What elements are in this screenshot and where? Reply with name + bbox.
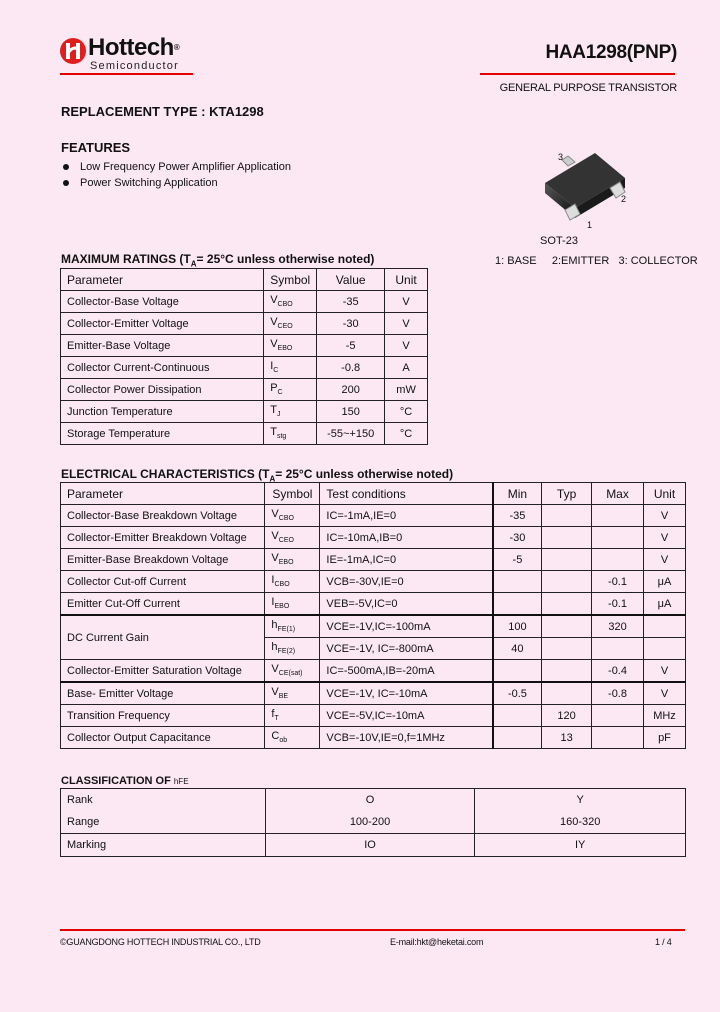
unit-cell: °C — [385, 423, 428, 445]
header-cell: Symbol — [264, 269, 317, 291]
value-cell: -30 — [317, 313, 385, 335]
table-row — [61, 357, 428, 379]
header-cell: Unit — [385, 269, 428, 291]
max-cell: -0.4 — [592, 660, 644, 683]
svg-text:3: 3 — [558, 152, 564, 162]
features-list — [61, 159, 291, 191]
table-header-row — [61, 269, 428, 291]
table-row — [61, 789, 686, 812]
typ-cell: 13 — [542, 727, 592, 749]
value-cell: -55~+150 — [317, 423, 385, 445]
parameter-cell: Collector-Base Voltage — [61, 291, 264, 313]
parameter-cell: Collector-Base Breakdown Voltage — [61, 505, 265, 527]
typ-cell — [542, 638, 592, 660]
logo-subtitle: Semiconductor — [90, 60, 179, 72]
symbol-cell: $f_T$ — [265, 705, 320, 727]
symbol-cell: $V_{CBO}$ — [265, 505, 320, 527]
min-cell: -30 — [493, 527, 542, 549]
table-row — [61, 527, 686, 549]
min-cell — [493, 727, 542, 749]
typ-cell — [542, 549, 592, 571]
rank-value-cell: IO — [265, 834, 475, 857]
max-cell — [592, 705, 644, 727]
table-row — [61, 313, 428, 335]
logo-name: Hottech — [88, 34, 174, 61]
table-row — [61, 615, 686, 638]
rank-value-cell: 100-200 — [265, 811, 475, 834]
min-cell: -35 — [493, 505, 542, 527]
bullet-icon — [63, 164, 69, 170]
parameter-cell: Transition Frequency — [61, 705, 265, 727]
unit-cell: V — [643, 505, 685, 527]
max-ratings-heading: MAXIMUM RATINGS ($T_A= 25^\circ C$ unless otherwise noted) — [61, 252, 375, 269]
replacement-type: REPLACEMENT TYPE : KTA1298 — [61, 104, 264, 119]
typ-cell — [542, 593, 592, 616]
symbol-cell: $V_{CBO}$ — [264, 291, 317, 313]
unit-cell: V — [643, 527, 685, 549]
table-row — [61, 379, 428, 401]
feature-text: Power Switching Application — [80, 177, 218, 189]
header-cell: Test conditions — [320, 483, 493, 505]
typ-cell — [542, 660, 592, 683]
parameter-cell: Collector Output Capacitance — [61, 727, 265, 749]
label-cell: Rank — [61, 789, 266, 812]
max-ratings-table — [60, 268, 428, 445]
condition-cell: IC=-500mA,IB=-20mA — [320, 660, 493, 683]
max-cell: -0.1 — [592, 571, 644, 593]
unit-cell: V — [385, 335, 428, 357]
value-cell: -5 — [317, 335, 385, 357]
sot23-package-image — [540, 148, 640, 238]
electrical-heading: ELECTRICAL CHARACTERISTICS ($T_A= 25^\circ C$ unless otherwise noted) — [61, 467, 454, 484]
feature-item — [61, 175, 291, 191]
unit-cell: V — [643, 682, 685, 705]
table-row — [61, 682, 686, 705]
value-cell: 200 — [317, 379, 385, 401]
table-row — [61, 423, 428, 445]
condition-cell: IC=-1mA,IE=0 — [320, 505, 493, 527]
header-cell: Value — [317, 269, 385, 291]
symbol-cell: $V_{BE}$ — [265, 682, 320, 705]
rank-value-cell: O — [265, 789, 475, 812]
electrical-table — [60, 482, 686, 749]
header-cell: Typ — [542, 483, 592, 505]
max-cell: -0.8 — [592, 682, 644, 705]
pin-legend: 1: BASE 2:EMITTER 3: COLLECTOR — [495, 255, 698, 267]
parameter-cell: Collector-Emitter Breakdown Voltage — [61, 527, 265, 549]
label-cell: Marking — [61, 834, 266, 857]
symbol-cell: $T_{stg}$ — [264, 423, 317, 445]
classification-table — [60, 788, 686, 857]
table-row — [61, 660, 686, 683]
condition-cell: VCE=-1V, IC=-800mA — [320, 638, 493, 660]
unit-cell: mW — [385, 379, 428, 401]
condition-cell: VCE=-1V, IC=-10mA — [320, 682, 493, 705]
header-cell: Symbol — [265, 483, 320, 505]
unit-cell: μA — [643, 571, 685, 593]
min-cell: 40 — [493, 638, 542, 660]
symbol-cell: $I_C$ — [264, 357, 317, 379]
max-cell — [592, 727, 644, 749]
value-cell: 150 — [317, 401, 385, 423]
symbol-cell: $P_C$ — [264, 379, 317, 401]
max-cell: -0.1 — [592, 593, 644, 616]
header-cell: Max — [592, 483, 644, 505]
condition-cell: VCE=-5V,IC=-10mA — [320, 705, 493, 727]
table-row — [61, 571, 686, 593]
min-cell — [493, 660, 542, 683]
parameter-cell: Collector-Emitter Voltage — [61, 313, 264, 335]
part-number-title: HAA1298(PNP) — [545, 42, 677, 63]
min-cell — [493, 571, 542, 593]
unit-cell — [643, 638, 685, 660]
table-row — [61, 727, 686, 749]
parameter-cell: DC Current Gain — [61, 615, 265, 660]
symbol-cell: $V_{CEO}$ — [265, 527, 320, 549]
min-cell: 100 — [493, 615, 542, 638]
symbol-cell: $I_{CBO}$ — [265, 571, 320, 593]
value-cell: -0.8 — [317, 357, 385, 379]
parameter-cell: Collector Cut-off Current — [61, 571, 265, 593]
min-cell: -0.5 — [493, 682, 542, 705]
company-logo — [60, 36, 179, 72]
max-cell — [592, 549, 644, 571]
symbol-cell: $h_{FE(1)}$ — [265, 615, 320, 638]
max-cell: 320 — [592, 615, 644, 638]
table-row — [61, 335, 428, 357]
label-cell: Range — [61, 811, 266, 834]
typ-cell — [542, 527, 592, 549]
rank-value-cell: 160-320 — [475, 811, 686, 834]
symbol-cell: $T_J$ — [264, 401, 317, 423]
condition-cell: VCB=-10V,IE=0,f=1MHz — [320, 727, 493, 749]
footer-rule — [60, 929, 685, 931]
condition-cell: IC=-10mA,IB=0 — [320, 527, 493, 549]
table-row — [61, 811, 686, 834]
header-cell: Parameter — [61, 483, 265, 505]
symbol-cell: $C_{ob}$ — [265, 727, 320, 749]
classification-heading: CLASSIFICATION OF hFE — [61, 775, 189, 787]
table-row — [61, 505, 686, 527]
max-cell — [592, 527, 644, 549]
typ-cell: 120 — [542, 705, 592, 727]
symbol-cell: $h_{FE(2)}$ — [265, 638, 320, 660]
value-cell: -35 — [317, 291, 385, 313]
typ-cell — [542, 571, 592, 593]
footer-email: E-mail:hkt@heketai.com — [390, 937, 484, 947]
parameter-cell: Collector Current-Continuous — [61, 357, 264, 379]
unit-cell: MHz — [643, 705, 685, 727]
symbol-cell: $I_{EBO}$ — [265, 593, 320, 616]
parameter-cell: Emitter-Base Breakdown Voltage — [61, 549, 265, 571]
header-cell: Min — [493, 483, 542, 505]
table-header-row — [61, 483, 686, 505]
typ-cell — [542, 615, 592, 638]
hottech-logo-icon — [60, 38, 86, 64]
svg-text:1: 1 — [587, 220, 593, 230]
symbol-cell: $V_{EBO}$ — [264, 335, 317, 357]
unit-cell: °C — [385, 401, 428, 423]
condition-cell: VCE=-1V,IC=-100mA — [320, 615, 493, 638]
typ-cell — [542, 682, 592, 705]
feature-item — [61, 159, 291, 175]
device-subtitle: GENERAL PURPOSE TRANSISTOR — [499, 82, 677, 94]
table-row — [61, 593, 686, 616]
table-row — [61, 401, 428, 423]
rank-value-cell: Y — [475, 789, 686, 812]
features-heading: FEATURES — [61, 140, 131, 155]
unit-cell — [643, 615, 685, 638]
parameter-cell: Collector Power Dissipation — [61, 379, 264, 401]
feature-text: Low Frequency Power Amplifier Application — [80, 161, 291, 173]
header-rule-left — [60, 73, 193, 75]
condition-cell: IE=-1mA,IC=0 — [320, 549, 493, 571]
table-row — [61, 291, 428, 313]
parameter-cell: Emitter Cut-Off Current — [61, 593, 265, 616]
symbol-cell: $V_{CE(sat)}$ — [265, 660, 320, 683]
parameter-cell: Emitter-Base Voltage — [61, 335, 264, 357]
rank-value-cell: IY — [475, 834, 686, 857]
bullet-icon — [63, 180, 69, 186]
header-cell: Unit — [643, 483, 685, 505]
footer-page: 1 / 4 — [655, 937, 672, 947]
registered-mark: ® — [173, 43, 180, 52]
table-row — [61, 834, 686, 857]
symbol-cell: $V_{EBO}$ — [265, 549, 320, 571]
header-rule-right — [480, 73, 675, 75]
package-label: SOT-23 — [540, 235, 578, 247]
unit-cell: μA — [643, 593, 685, 616]
condition-cell: VEB=-5V,IC=0 — [320, 593, 493, 616]
min-cell — [493, 705, 542, 727]
parameter-cell: Storage Temperature — [61, 423, 264, 445]
table-row — [61, 549, 686, 571]
symbol-cell: $V_{CEO}$ — [264, 313, 317, 335]
unit-cell: V — [385, 291, 428, 313]
max-cell — [592, 638, 644, 660]
unit-cell: A — [385, 357, 428, 379]
unit-cell: V — [643, 549, 685, 571]
parameter-cell: Junction Temperature — [61, 401, 264, 423]
min-cell — [493, 593, 542, 616]
max-cell — [592, 505, 644, 527]
footer-company: ©GUANGDONG HOTTECH INDUSTRIAL CO., LTD — [60, 937, 261, 947]
unit-cell: pF — [643, 727, 685, 749]
condition-cell: VCB=-30V,IE=0 — [320, 571, 493, 593]
min-cell: -5 — [493, 549, 542, 571]
unit-cell: V — [643, 660, 685, 683]
parameter-cell: Base- Emitter Voltage — [61, 682, 265, 705]
header-cell: Parameter — [61, 269, 264, 291]
table-row — [61, 705, 686, 727]
parameter-cell: Collector-Emitter Saturation Voltage — [61, 660, 265, 683]
unit-cell: V — [385, 313, 428, 335]
svg-text:2: 2 — [621, 194, 627, 204]
typ-cell — [542, 505, 592, 527]
